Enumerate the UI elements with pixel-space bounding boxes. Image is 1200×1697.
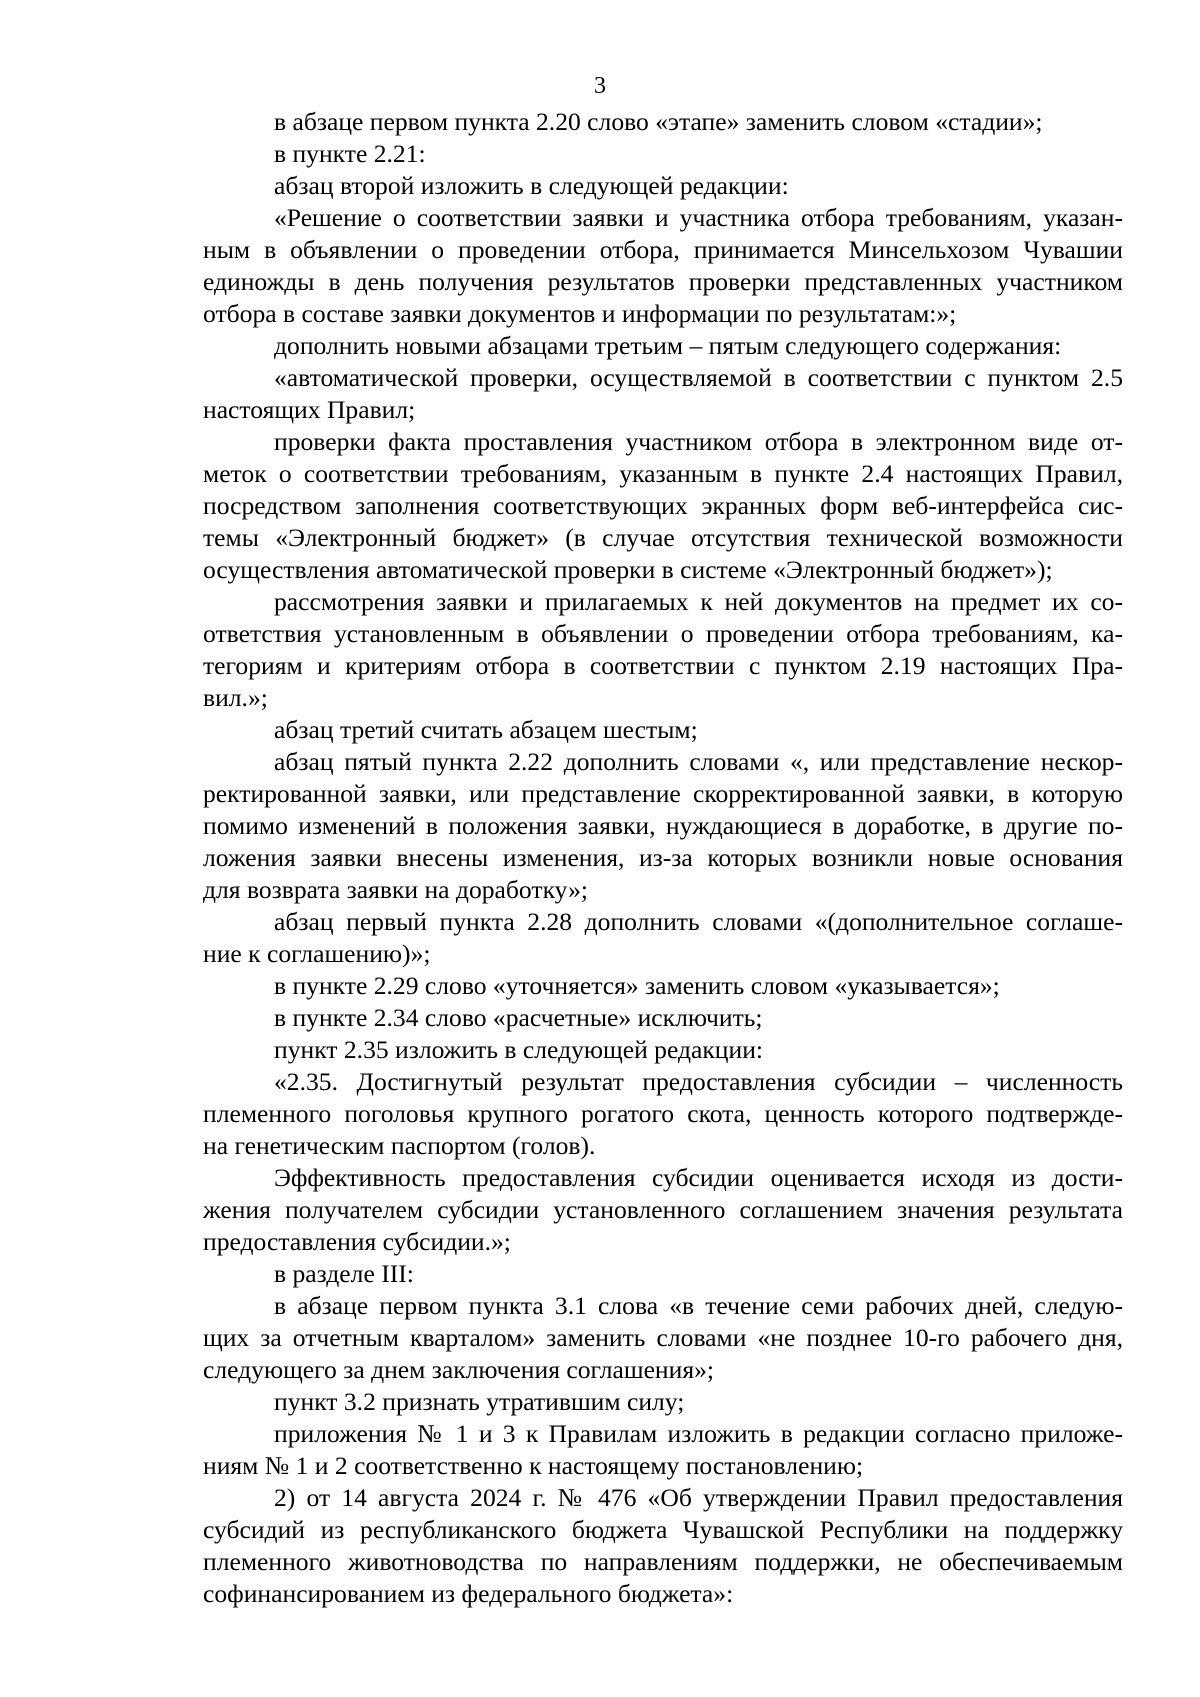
text-line: меток о соответствии требованиям, указанным в пункте 2.4 настоящих Правил, [203, 459, 1123, 488]
text-line: жения получателем субсидии установленного соглашением значения результата [203, 1195, 1123, 1224]
text-line: абзац пятый пункта 2.22 дополнить словами «, или представление нескор- [274, 747, 1123, 776]
text-line: софинансированием из федерального бюджета»: [203, 1579, 734, 1608]
text-line: 2) от 14 августа 2024 г. № 476 «Об утверждении Правил предоставления [274, 1483, 1123, 1512]
text-line: «Решение о соответствии заявки и участника отбора требованиям, указан- [274, 203, 1123, 232]
text-line: племенного поголовья крупного рогатого скота, ценность которого подтвержде- [203, 1099, 1123, 1128]
text-line: темы «Электронный бюджет» (в случае отсутствия технической возможности [203, 523, 1123, 552]
text-line: единожды в день получения результатов проверки представленных участником [203, 267, 1123, 296]
text-line: ответствия установленным в объявлении о проведении отбора требованиям, ка- [203, 619, 1123, 648]
text-line: приложения № 1 и 3 к Правилам изложить в редакции согласно приложе- [274, 1419, 1123, 1448]
text-line: ниям № 1 и 2 соответственно к настоящему постановлению; [203, 1451, 864, 1480]
text-line: «2.35. Достигнутый результат предоставления субсидии – численность [274, 1067, 1123, 1096]
text-line: дополнить новыми абзацами третьим – пятым следующего содержания: [274, 331, 1062, 360]
text-line: вил.»; [203, 683, 268, 712]
text-line: Эффективность предоставления субсидии оценивается исходя из дости- [274, 1163, 1123, 1192]
text-line: посредством заполнения соответствующих экранных форм веб-интерфейса сис- [203, 491, 1123, 520]
text-line: в разделе III: [274, 1259, 414, 1288]
text-line: следующего за днем заключения соглашения»; [203, 1355, 714, 1384]
text-line: предоставления субсидии.»; [203, 1227, 511, 1256]
text-line: абзац первый пункта 2.28 дополнить словами «(дополнительное соглаше- [274, 907, 1123, 936]
text-line: настоящих Правил; [203, 395, 416, 424]
text-line: пункт 3.2 признать утратившим силу; [274, 1387, 685, 1416]
text-line: проверки факта проставления участником отбора в электронном виде от- [274, 427, 1123, 456]
text-line: для возврата заявки на доработку»; [203, 875, 588, 904]
text-line: в пункте 2.21: [274, 139, 426, 168]
text-line: на генетическим паспортом (голов). [203, 1131, 596, 1160]
text-line: «автоматической проверки, осуществляемой в соответствии с пунктом 2.5 [274, 363, 1123, 392]
text-line: абзац третий считать абзацем шестым; [274, 715, 698, 744]
text-line: в пункте 2.34 слово «расчетные» исключить; [274, 1003, 763, 1032]
text-line: пункт 2.35 изложить в следующей редакции: [274, 1035, 764, 1064]
text-line: рассмотрения заявки и прилагаемых к ней документов на предмет их со- [274, 587, 1123, 616]
text-line: ложения заявки внесены изменения, из-за которых возникли новые основания [203, 843, 1123, 872]
text-line: ние к соглашению)»; [203, 939, 431, 968]
text-line: в абзаце первом пункта 2.20 слово «этапе» заменить словом «стадии»; [274, 107, 1043, 136]
text-line: в абзаце первом пункта 3.1 слова «в течение семи рабочих дней, следую- [274, 1291, 1123, 1320]
text-line: в пункте 2.29 слово «уточняется» заменить словом «указывается»; [274, 971, 1000, 1000]
text-line: ректированной заявки, или представление скорректированной заявки, в которую [203, 779, 1123, 808]
text-line: субсидий из республиканского бюджета Чувашской Республики на поддержку [203, 1515, 1123, 1544]
text-line: осуществления автоматической проверки в системе «Электронный бюджет»); [203, 555, 1053, 584]
text-line: отбора в составе заявки документов и информации по результатам:»; [203, 299, 957, 328]
text-line: щих за отчетным кварталом» заменить словами «не позднее 10-го рабочего дня, [203, 1323, 1123, 1352]
text-line: помимо изменений в положения заявки, нуждающиеся в доработке, в другие по- [203, 811, 1123, 840]
text-line: абзац второй изложить в следующей редакции: [274, 171, 789, 200]
text-line: тегориям и критериям отбора в соответствии с пунктом 2.19 настоящих Пра- [203, 651, 1123, 680]
text-line: ным в объявлении о проведении отбора, принимается Минсельхозом Чувашии [203, 235, 1123, 264]
text-line: племенного животноводства по направлениям поддержки, не обеспечиваемым [203, 1547, 1123, 1576]
page-number: 3 [594, 73, 606, 99]
